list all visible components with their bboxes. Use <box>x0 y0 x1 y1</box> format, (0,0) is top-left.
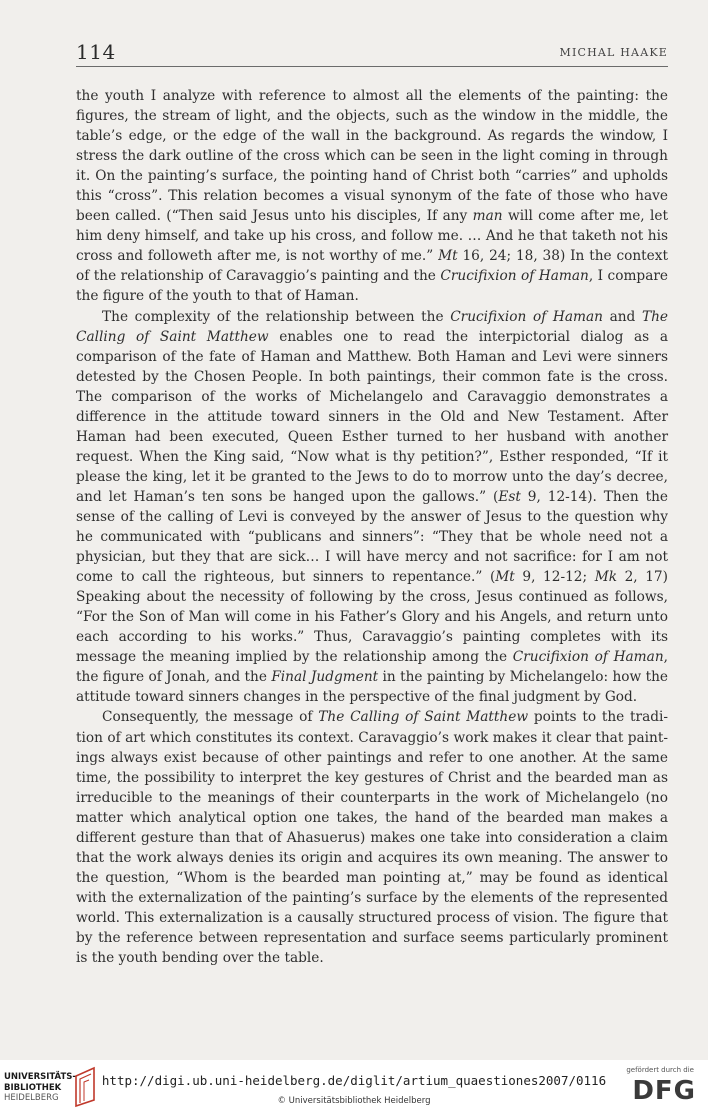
text-run: 16, 24; 18, 38) In the context of the relationship of Caravaggio’s painting and the <box>76 248 668 285</box>
text-run: points to the tradition of art which constitutes its context. Caravaggio’s work makes it clear that paintings always exist because of other paintings and refer to one another. At the same time, the possibility to interpret the key gestures of Christ and the bearded man as irreducible to the meanings of their counterparts in the work of Michelangelo (no matter which analytical option one takes, the hand of the bearded man makes a different gesture than that of Ahasuerus) makes one take into consideration a claim that the work always denies its origin and acquires its own meaning. The answer to the question, “Whom is the bearded man pointing at,” may be found as identical with the externalization of the painting’s surface by the elements of the represented world. This externalization is a causally structured process of vision. The figure that by the reference between representation and surface seems particularly prominent is the youth bending over the table. <box>76 709 669 967</box>
funding-note: gefördert durch die <box>626 1066 694 1074</box>
body-text <box>76 86 668 968</box>
text-run: 9, 12-12; <box>514 569 595 586</box>
italic-title: Crucifixion of Haman <box>440 268 589 285</box>
italic-title: Final Judgment <box>271 669 379 686</box>
italic-title: Mt <box>438 248 458 265</box>
library-line-3: HEIDELBERG <box>4 1093 59 1103</box>
italic-title: Est <box>498 488 521 505</box>
italic-title: man <box>472 208 503 225</box>
page-header <box>76 38 668 67</box>
digitization-footer <box>0 1060 708 1115</box>
body-paragraph <box>76 86 668 307</box>
italic-title: The Calling of Saint Matthew <box>318 709 529 726</box>
text-run: in the painting by Michelangelo: how the attitude toward sinners changes in the perspective of the final judgment by God. <box>76 669 668 706</box>
dfg-logo: DFG <box>632 1076 696 1106</box>
text-run: , the figure of Jonah, and the <box>76 649 668 686</box>
page-number: 114 <box>76 40 116 64</box>
italic-title: The Calling of Saint Matthew <box>76 308 668 345</box>
text-run: the youth I analyze with reference to almost all the elements of the painting: the figures, the stream of light, and the objects, such as the window in the middle, the table’s edge, or the edge of the wall in the background. As regards the window, I stress the dark outline of the cross which can be seen in the light coming in through it. On the painting’s surface, the pointing hand of Christ both “carries” and upholds this “cross”. This relation becomes a visual synonym of the fate of those who have been called. (“Then said Jesus unto his disciples, If any <box>76 88 668 225</box>
library-line-1: UNIVERSITÄTS- <box>4 1072 76 1082</box>
permalink-url[interactable]: http://digi.ub.uni-heidelberg.de/diglit/artium_quaestiones2007/0116 <box>101 1073 607 1088</box>
text-run: 2, 17) Speaking about the necessity of following by the cross, Jesus continued as follows, “For the Son of Man will come in his Father’s Glory and his Angels, and return unto each according to his works.” Thus, Caravaggio’s painting completes with its message the meaning implied by the relationship among the <box>76 569 668 666</box>
italic-title: Crucifixion of Haman <box>450 308 603 325</box>
text-run: will come after me, let him deny himself, and take up his cross, and follow me. … And he that taketh not his cross and followeth after me, is not worthy of me.” <box>76 208 668 265</box>
text-run: 9, 12-14). Then the sense of the calling of Levi is conveyed by the answer of Jesus to the question why he communicated with “publicans and sinners”: “They that be whole need not a physician, but they that are sick… I will have mercy and not sacrifice: for I am not come to call the righteous, but sinners to repentance.” ( <box>76 488 668 586</box>
text-run: , I compare the figure of the youth to that of Haman. <box>76 268 668 305</box>
body-paragraph <box>76 707 668 968</box>
running-head: MICHAL HAAKE <box>559 46 668 59</box>
text-run: enables one to read the interpictorial dialog as a comparison of the fate of Haman and Matthew. Both Haman and Levi were sinners detested by the Chosen People. In both paintings, their common fate is the cross. The comparison of the works of Michelangelo and Caravaggio demonstrates a difference in the attitude toward sinners in the Old and New Testament. After Haman had been executed, Queen Esther turned to her husband with another request. When the King said, “Now what is thy petition?”, Esther responded, “If it please the king, let it be granted to the Jews to do to morrow unto the day’s decree, and let Haman’s ten sons be hanged upon the gallows.” ( <box>76 328 668 505</box>
text-run: Consequently, the message of <box>102 709 319 726</box>
text-run: and <box>602 308 642 325</box>
italic-title: Crucifixion of Haman <box>512 649 664 666</box>
copyright-notice: © Universitätsbibliothek Heidelberg <box>277 1096 431 1106</box>
text-run: The complexity of the relationship between the <box>102 308 451 325</box>
italic-title: Mt <box>495 569 515 586</box>
italic-title: Mk <box>594 569 617 586</box>
body-paragraph <box>76 307 668 708</box>
library-line-2: BIBLIOTHEK <box>4 1082 62 1093</box>
